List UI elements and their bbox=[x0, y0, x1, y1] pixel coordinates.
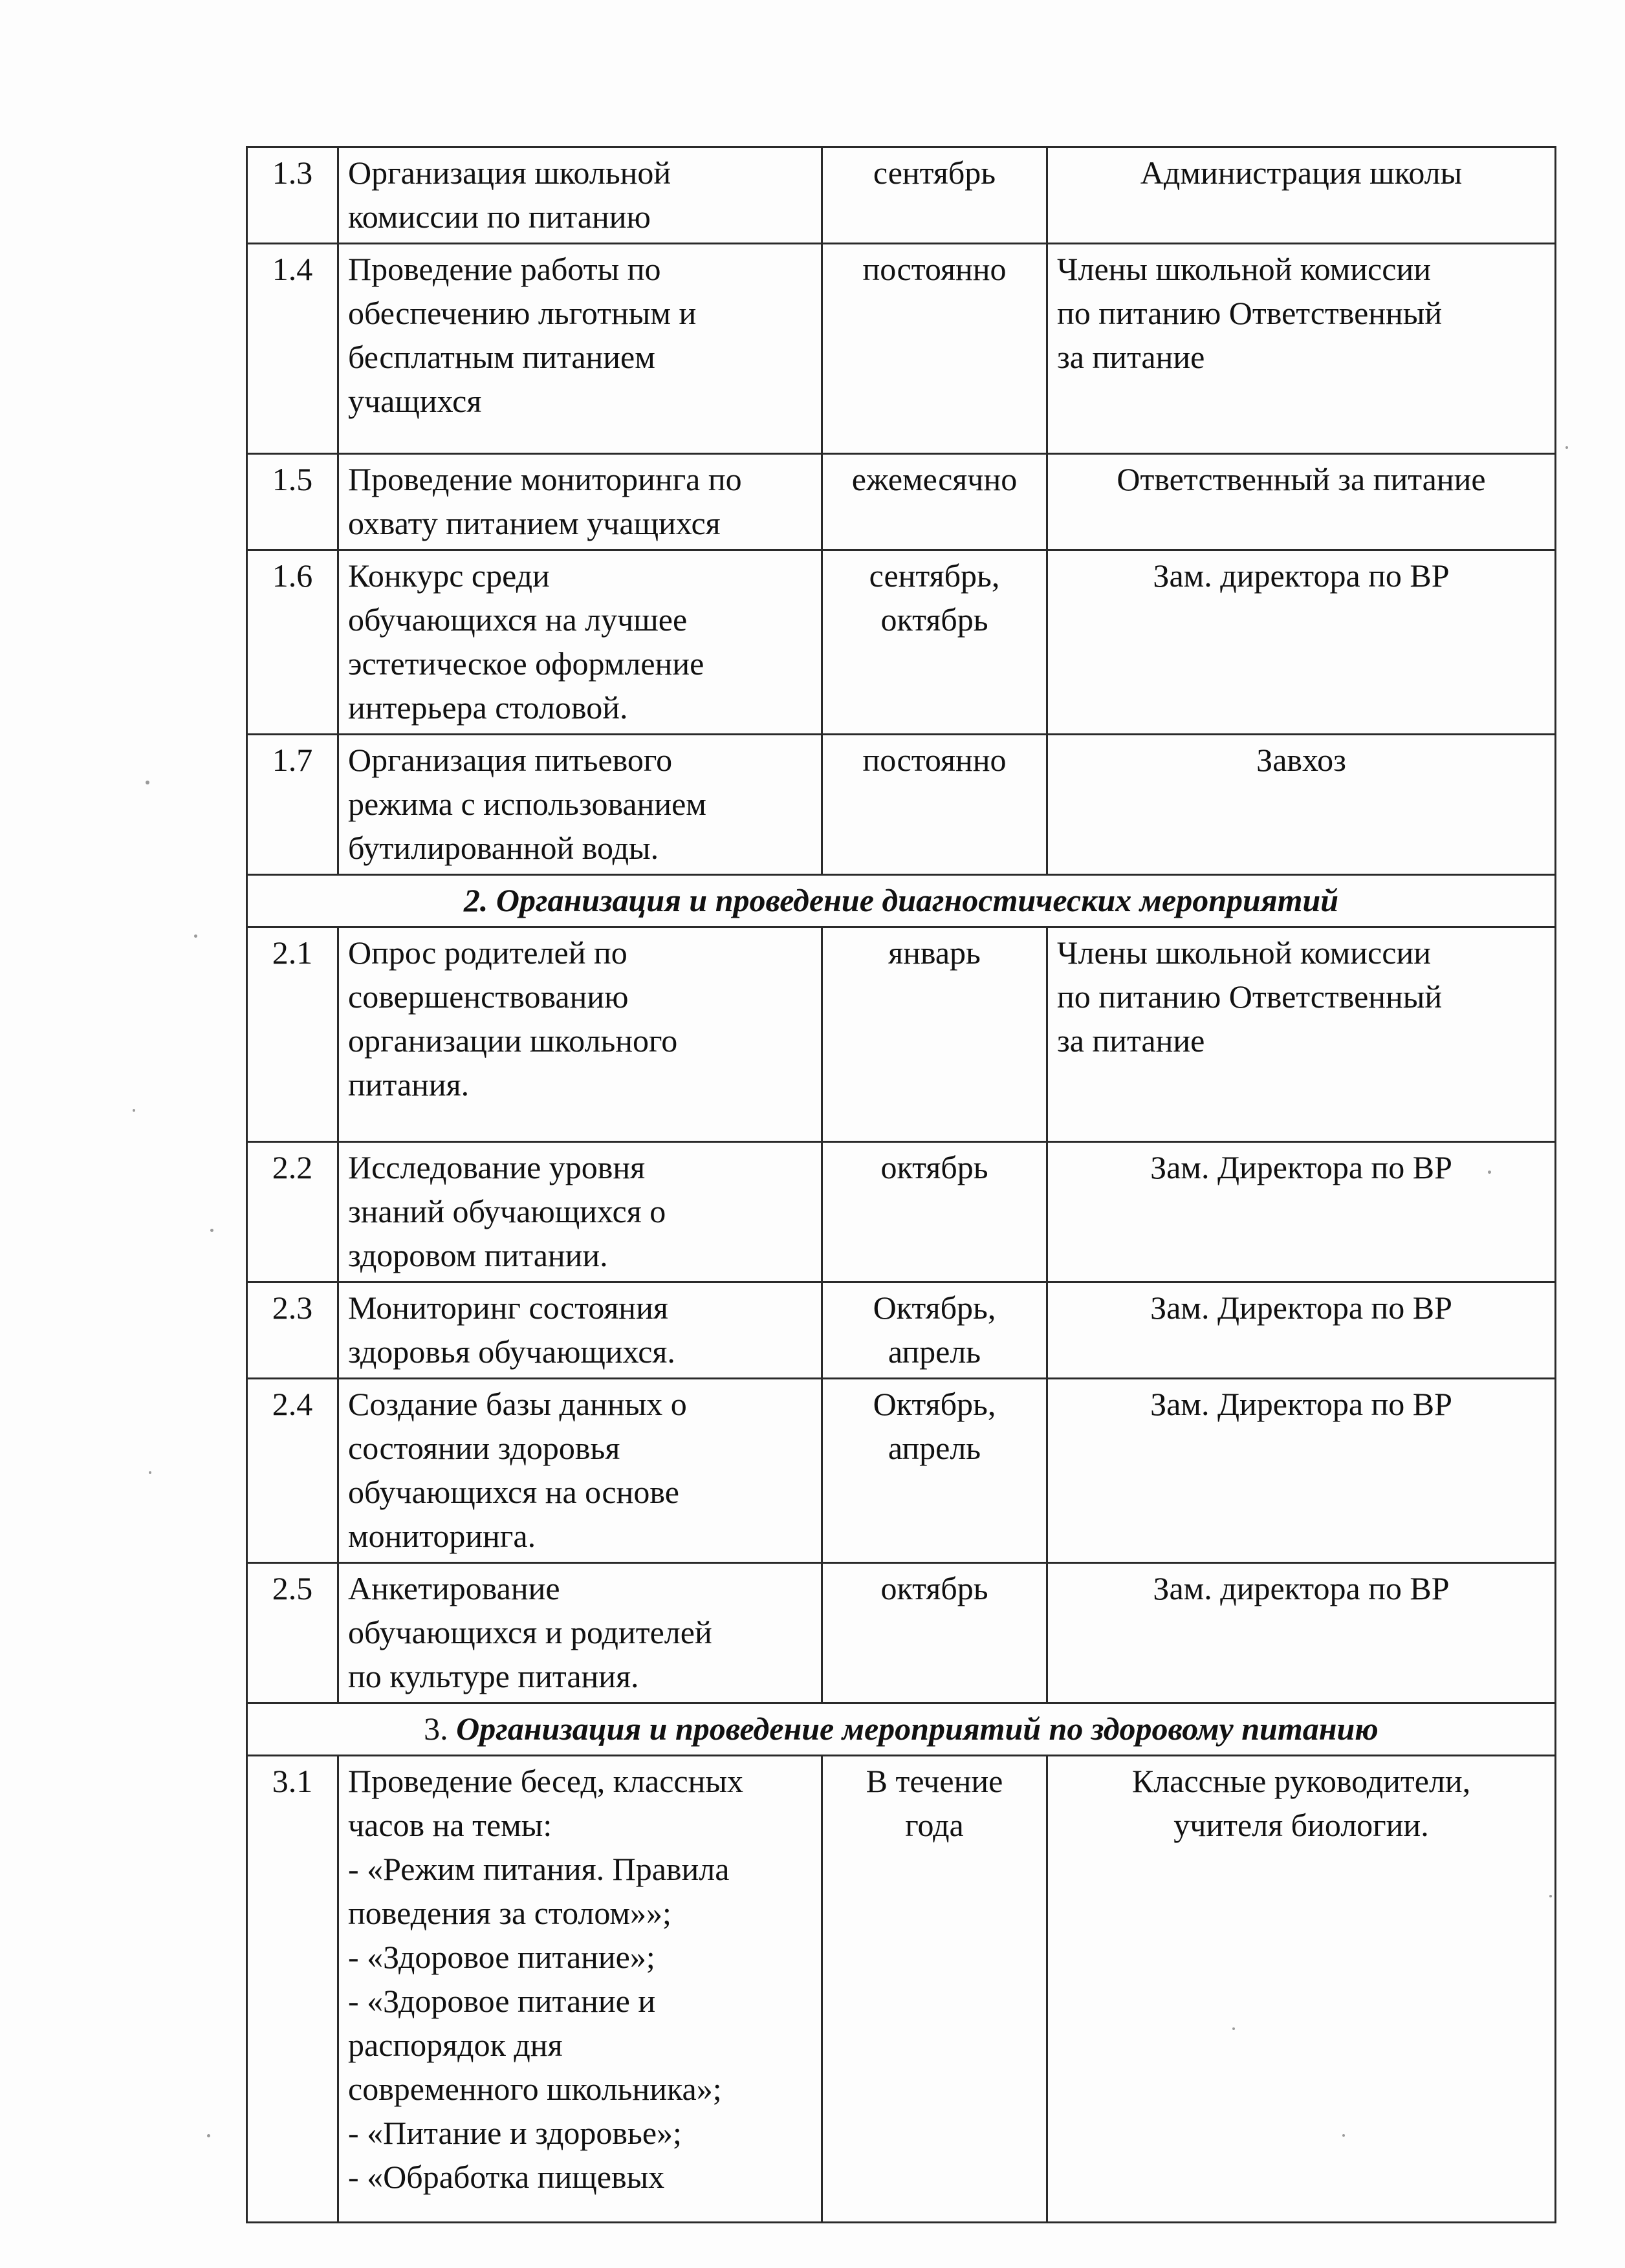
section-number: 3. bbox=[424, 1711, 448, 1747]
cell-line: бутилированной воды. bbox=[348, 830, 659, 866]
item-number: 2.4 bbox=[247, 1379, 338, 1563]
cell-line: мониторинга. bbox=[348, 1518, 536, 1554]
cell-line: апрель bbox=[888, 1430, 981, 1466]
cell-line: Ответственный за питание bbox=[1117, 461, 1486, 497]
cell-line: Классные руководители, bbox=[1131, 1763, 1471, 1799]
responsible-cell bbox=[1047, 1282, 1556, 1379]
plan-table bbox=[246, 146, 1556, 2223]
cell-line: организации школьного bbox=[348, 1022, 678, 1059]
responsible-cell bbox=[1047, 454, 1556, 550]
cell-line: постоянно bbox=[862, 251, 1007, 287]
table-row bbox=[247, 1563, 1556, 1703]
table-row bbox=[247, 1756, 1556, 2223]
cell-line: комиссии по питанию bbox=[348, 199, 651, 235]
scan-speck bbox=[1232, 2027, 1235, 2030]
cell-line: совершенствованию bbox=[348, 978, 629, 1015]
section-row bbox=[247, 1703, 1556, 1756]
cell-line: обучающихся на лучшее bbox=[348, 601, 688, 638]
cell-line: Конкурс среди bbox=[348, 557, 550, 594]
date-cell bbox=[822, 1563, 1047, 1703]
table-row bbox=[247, 550, 1556, 735]
table-row bbox=[247, 927, 1556, 1142]
cell-line: поведения за столом»»; bbox=[348, 1895, 671, 1931]
scan-speck bbox=[210, 1229, 213, 1232]
event-cell bbox=[338, 1142, 822, 1282]
cell-line: ежемесячно bbox=[851, 461, 1018, 497]
cell-line: эстетическое оформление bbox=[348, 645, 704, 682]
cell-line: - «Здоровое питание и bbox=[348, 1983, 656, 2019]
cell-line: Опрос родителей по bbox=[348, 934, 627, 971]
cell-line: - «Режим питания. Правила bbox=[348, 1851, 730, 1887]
date-cell bbox=[822, 927, 1047, 1142]
cell-line: состоянии здоровья bbox=[348, 1430, 620, 1466]
cell-line: Зам. Директора по ВР bbox=[1150, 1386, 1452, 1422]
event-cell bbox=[338, 147, 822, 244]
item-number: 1.6 bbox=[247, 550, 338, 735]
table-row bbox=[247, 454, 1556, 550]
cell-line: по питанию Ответственный bbox=[1057, 978, 1443, 1015]
item-number: 2.3 bbox=[247, 1282, 338, 1379]
event-cell bbox=[338, 1282, 822, 1379]
cell-line: питания. bbox=[348, 1066, 470, 1103]
cell-line: за питание bbox=[1057, 1022, 1205, 1059]
cell-line: Октябрь, bbox=[873, 1290, 996, 1326]
scan-speck bbox=[1488, 1171, 1491, 1174]
table-row bbox=[247, 147, 1556, 244]
cell-line: за питание bbox=[1057, 339, 1205, 375]
event-cell bbox=[338, 1756, 822, 2223]
responsible-cell bbox=[1047, 1563, 1556, 1703]
date-cell bbox=[822, 1282, 1047, 1379]
cell-line: учащихся bbox=[348, 383, 482, 419]
event-cell bbox=[338, 550, 822, 735]
event-cell bbox=[338, 1379, 822, 1563]
date-cell bbox=[822, 147, 1047, 244]
cell-line: Зам. Директора по ВР bbox=[1150, 1149, 1452, 1185]
cell-line: Члены школьной комиссии bbox=[1057, 934, 1431, 971]
item-number: 1.5 bbox=[247, 454, 338, 550]
cell-line: Проведение бесед, классных bbox=[348, 1763, 743, 1799]
cell-line: Зам. директора по ВР bbox=[1153, 557, 1450, 594]
table-row bbox=[247, 1379, 1556, 1563]
date-cell bbox=[822, 550, 1047, 735]
cell-line: по питанию Ответственный bbox=[1057, 295, 1443, 331]
cell-line: знаний обучающихся о bbox=[348, 1193, 666, 1229]
event-cell bbox=[338, 1563, 822, 1703]
cell-line: здоровом питании. bbox=[348, 1237, 608, 1273]
cell-line: современного школьника»; bbox=[348, 2071, 722, 2107]
item-number: 1.4 bbox=[247, 244, 338, 454]
cell-line: Проведение работы по bbox=[348, 251, 661, 287]
cell-line: Завхоз bbox=[1256, 742, 1346, 778]
cell-line: года bbox=[905, 1807, 964, 1843]
item-number: 2.5 bbox=[247, 1563, 338, 1703]
cell-line: Члены школьной комиссии bbox=[1057, 251, 1431, 287]
item-number: 2.2 bbox=[247, 1142, 338, 1282]
cell-line: распорядок дня bbox=[348, 2027, 563, 2063]
section-title: Организация и проведение мероприятий по здоровому питанию bbox=[456, 1711, 1379, 1747]
cell-line: обучающихся и родителей bbox=[348, 1614, 712, 1650]
cell-line: - «Обработка пищевых bbox=[348, 2159, 665, 2195]
cell-line: Мониторинг состояния bbox=[348, 1290, 668, 1326]
cell-line: Зам. директора по ВР bbox=[1153, 1570, 1450, 1606]
scan-speck bbox=[149, 1471, 151, 1474]
cell-line: здоровья обучающихся. bbox=[348, 1334, 675, 1370]
cell-line: охвату питанием учащихся bbox=[348, 505, 721, 541]
section-heading bbox=[247, 875, 1556, 927]
cell-line: октябрь bbox=[880, 1149, 988, 1185]
scan-speck bbox=[194, 934, 197, 938]
scan-speck bbox=[1549, 1895, 1552, 1897]
responsible-cell bbox=[1047, 1379, 1556, 1563]
cell-line: январь bbox=[888, 934, 981, 971]
table-row bbox=[247, 1142, 1556, 1282]
cell-line: Зам. Директора по ВР bbox=[1150, 1290, 1452, 1326]
responsible-cell bbox=[1047, 550, 1556, 735]
date-cell bbox=[822, 1379, 1047, 1563]
cell-line: октябрь bbox=[880, 601, 988, 638]
event-cell bbox=[338, 244, 822, 454]
date-cell bbox=[822, 735, 1047, 875]
section-heading bbox=[247, 1703, 1556, 1756]
cell-line: интерьера столовой. bbox=[348, 689, 628, 726]
section-row bbox=[247, 875, 1556, 927]
event-cell bbox=[338, 454, 822, 550]
item-number: 3.1 bbox=[247, 1756, 338, 2223]
cell-line: Анкетирование bbox=[348, 1570, 560, 1606]
responsible-cell bbox=[1047, 1756, 1556, 2223]
responsible-cell bbox=[1047, 244, 1556, 454]
cell-line: Октябрь, bbox=[873, 1386, 996, 1422]
date-cell bbox=[822, 244, 1047, 454]
cell-line: по культуре питания. bbox=[348, 1658, 639, 1694]
cell-line: октябрь bbox=[880, 1570, 988, 1606]
responsible-cell bbox=[1047, 735, 1556, 875]
cell-line: бесплатным питанием bbox=[348, 339, 655, 375]
cell-line: Создание базы данных о bbox=[348, 1386, 687, 1422]
table-row bbox=[247, 244, 1556, 454]
event-cell bbox=[338, 735, 822, 875]
cell-line: учителя биологии. bbox=[1173, 1807, 1429, 1843]
item-number: 2.1 bbox=[247, 927, 338, 1142]
cell-line: сентябрь, bbox=[869, 557, 1000, 594]
section-title: 2. Организация и проведение диагностических мероприятий bbox=[463, 882, 1339, 918]
cell-line: Администрация школы bbox=[1140, 155, 1463, 191]
table-row bbox=[247, 1282, 1556, 1379]
responsible-cell bbox=[1047, 147, 1556, 244]
cell-line: постоянно bbox=[862, 742, 1007, 778]
cell-line: режима с использованием bbox=[348, 786, 706, 822]
cell-line: Организация школьной bbox=[348, 155, 671, 191]
scan-speck bbox=[146, 781, 149, 784]
cell-line: обучающихся на основе bbox=[348, 1474, 679, 1510]
cell-line: часов на темы: bbox=[348, 1807, 552, 1843]
scan-speck bbox=[1565, 446, 1568, 449]
event-cell bbox=[338, 927, 822, 1142]
date-cell bbox=[822, 454, 1047, 550]
cell-line: - «Питание и здоровье»; bbox=[348, 2115, 682, 2151]
cell-line: Исследование уровня bbox=[348, 1149, 646, 1185]
responsible-cell bbox=[1047, 1142, 1556, 1282]
cell-line: - «Здоровое питание»; bbox=[348, 1939, 655, 1975]
cell-line: Проведение мониторинга по bbox=[348, 461, 742, 497]
item-number: 1.7 bbox=[247, 735, 338, 875]
scan-speck bbox=[207, 2134, 210, 2137]
scan-speck bbox=[1342, 2134, 1345, 2137]
item-number: 1.3 bbox=[247, 147, 338, 244]
scan-speck bbox=[133, 1109, 135, 1112]
cell-line: обеспечению льготным и bbox=[348, 295, 697, 331]
responsible-cell bbox=[1047, 927, 1556, 1142]
cell-line: апрель bbox=[888, 1334, 981, 1370]
cell-line: Организация питьевого bbox=[348, 742, 673, 778]
date-cell bbox=[822, 1756, 1047, 2223]
date-cell bbox=[822, 1142, 1047, 1282]
cell-line: В течение bbox=[866, 1763, 1003, 1799]
plan-table-body bbox=[247, 147, 1556, 2223]
table-row bbox=[247, 735, 1556, 875]
cell-line: сентябрь bbox=[873, 155, 996, 191]
